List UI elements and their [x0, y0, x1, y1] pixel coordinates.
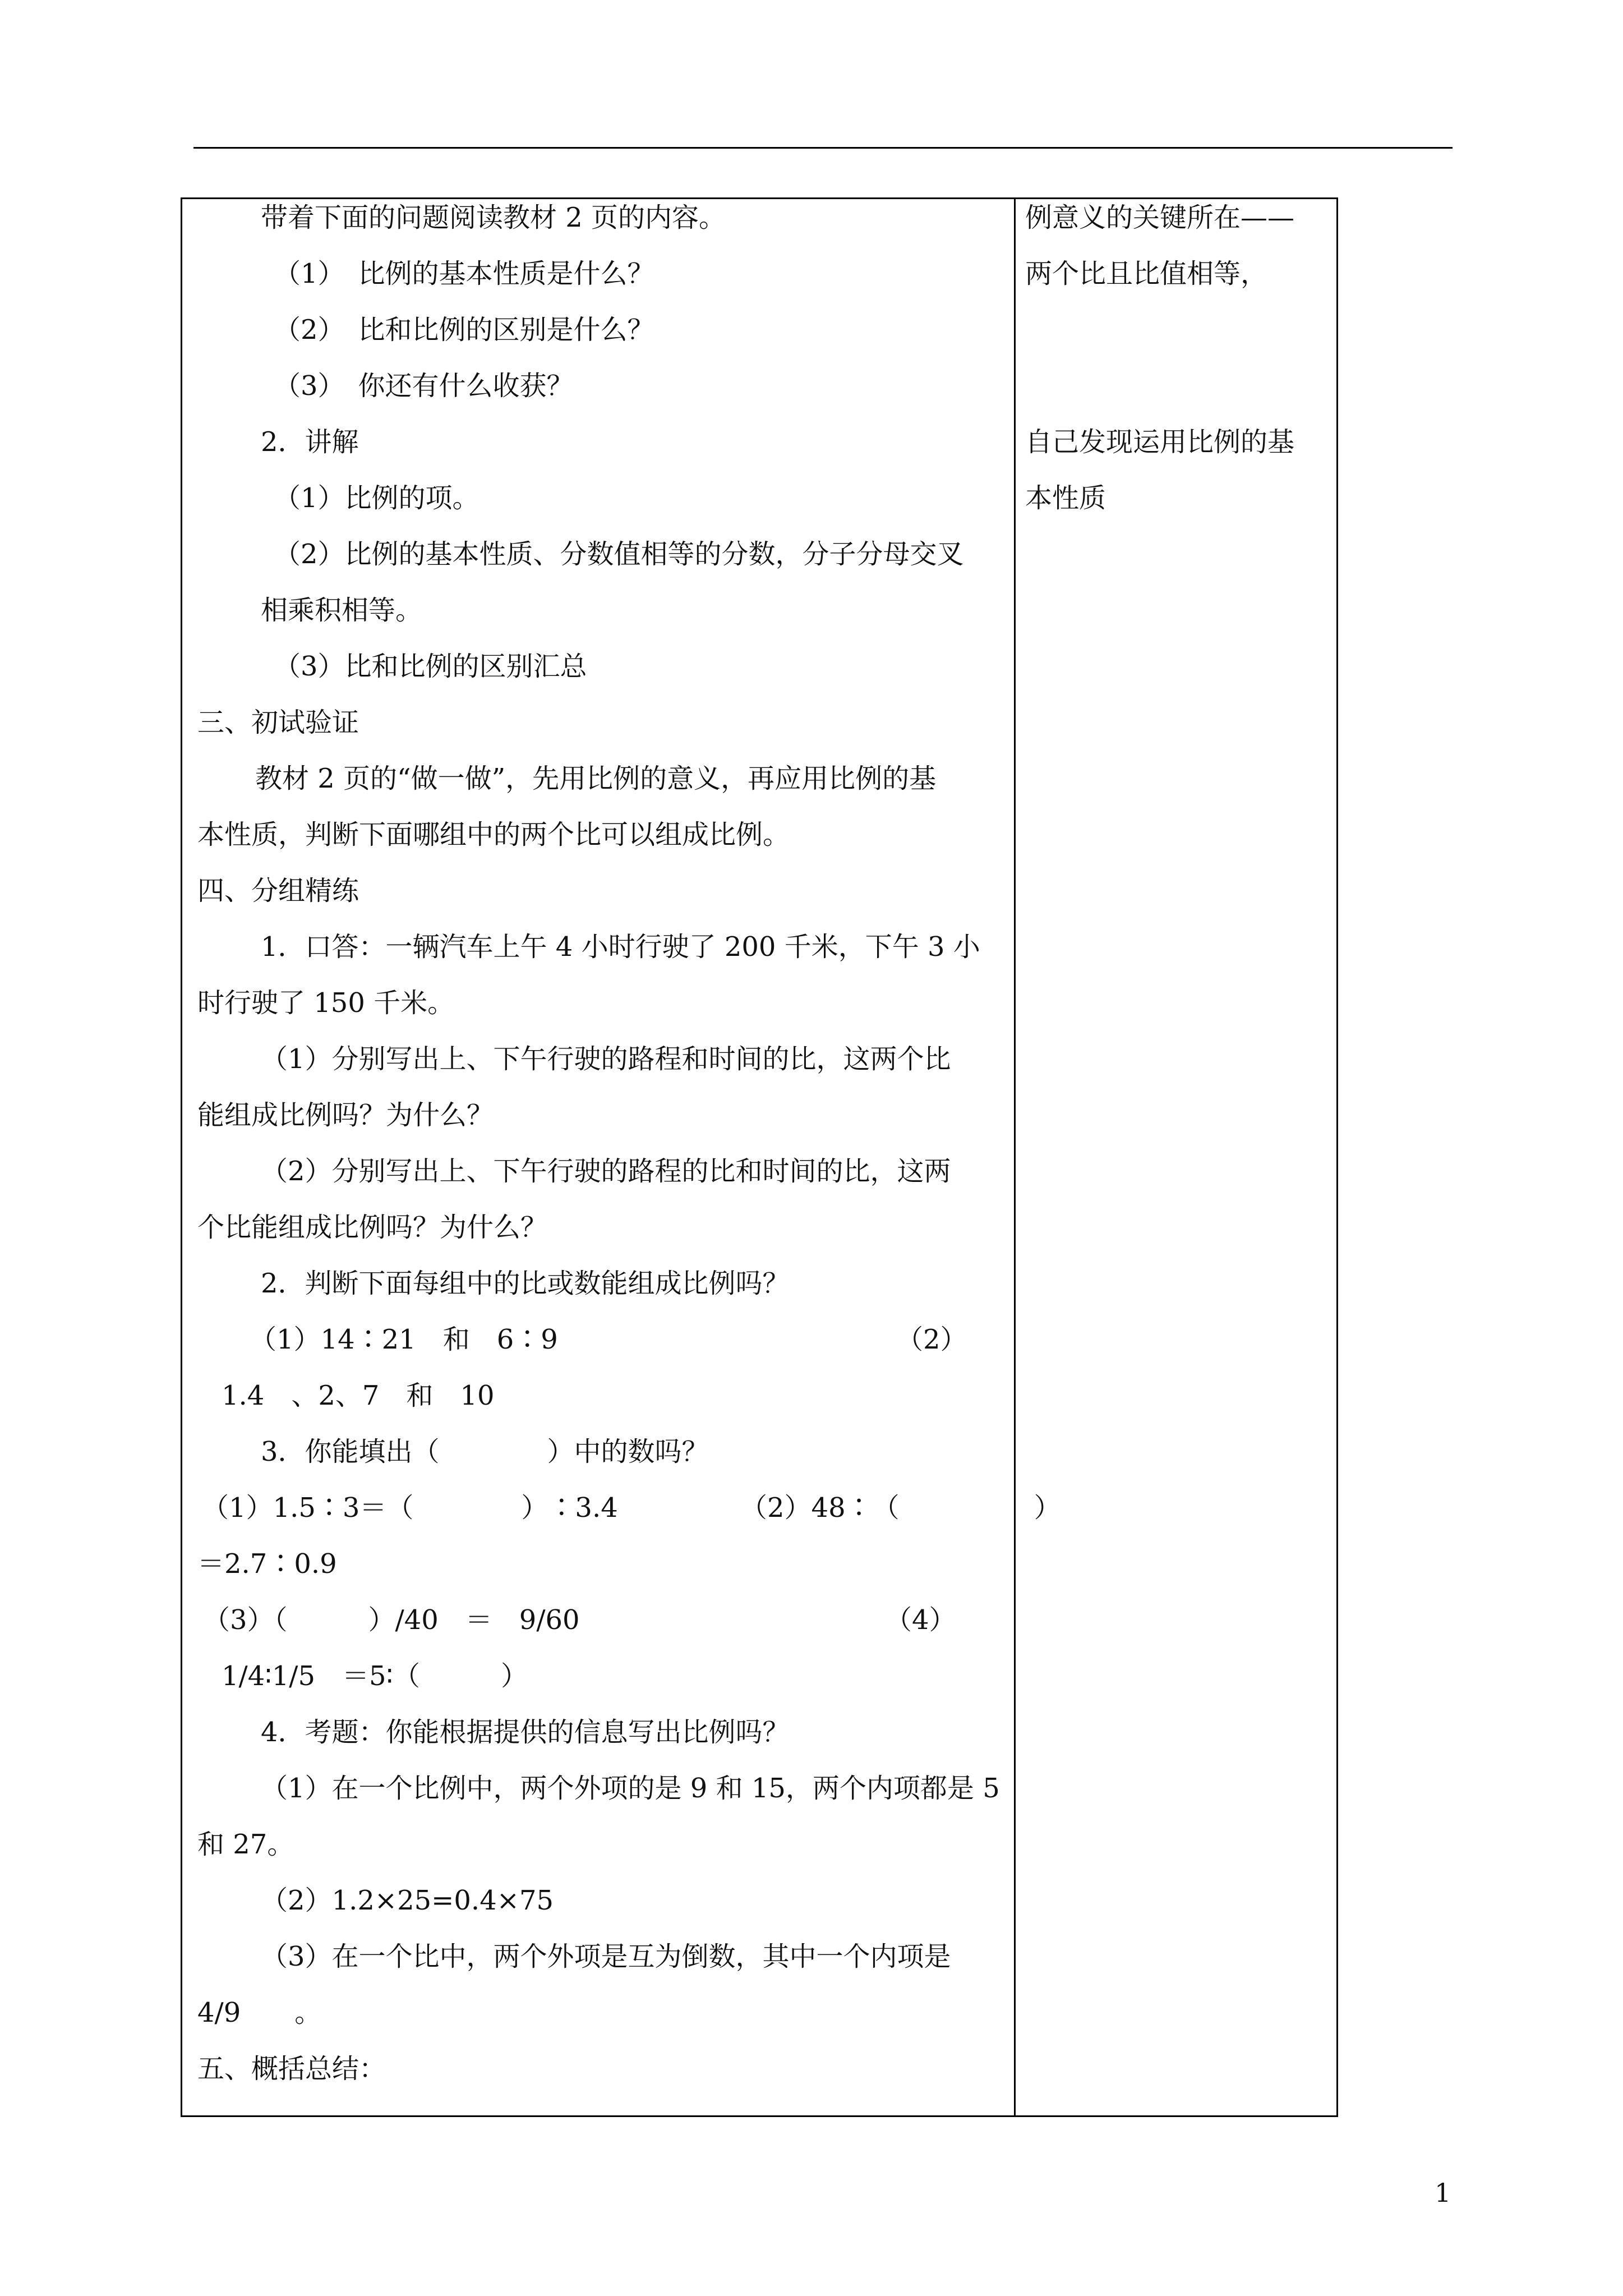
- page-number: 1: [1435, 2178, 1451, 2208]
- line: （4）: [885, 1604, 956, 1636]
- line: 1．口答：一辆汽车上午 4 小时行驶了 200 千米，下午 3 小: [261, 931, 980, 963]
- section-heading: 五、概括总结：: [197, 2053, 386, 2085]
- line: （2） 比和比例的区别是什么？: [274, 314, 654, 346]
- line: 4．考题：你能根据提供的信息写出比例吗？: [261, 1717, 790, 1748]
- line: （2）1.2×25=0.4×75: [261, 1885, 554, 1916]
- line: （2）分别写出上、下午行驶的路程的比和时间的比，这两: [261, 1156, 951, 1187]
- line: （1）14∶21 和 6∶9: [250, 1324, 558, 1355]
- line: （3）（ ）/40 ＝ 9/60: [203, 1604, 580, 1636]
- line: 和 27。: [197, 1829, 294, 1860]
- line: （3）比和比例的区别汇总: [274, 651, 587, 682]
- line: （2）48∶（ ）: [740, 1492, 1061, 1524]
- line: 本性质，判断下面哪组中的两个比可以组成比例。: [197, 819, 790, 850]
- line: （3） 你还有什么收获？: [274, 370, 574, 402]
- header-rule: [193, 147, 1453, 149]
- line: 4/9 。: [197, 1997, 322, 2028]
- line: 2．判断下面每组中的比或数能组成比例吗？: [261, 1268, 790, 1299]
- line: 时行驶了 150 千米。: [197, 987, 455, 1019]
- side-note: 两个比且比值相等，: [1025, 258, 1268, 289]
- line: （1）在一个比例中，两个外项的是 9 和 15，两个内项都是 5: [261, 1773, 1000, 1804]
- column-divider: [1014, 197, 1016, 2117]
- line: ＝2.7∶0.9: [197, 1548, 337, 1580]
- line: 1.4 、2、7 和 10: [222, 1380, 495, 1411]
- line: 能组成比例吗？为什么？: [197, 1099, 494, 1131]
- side-note: 本性质: [1025, 482, 1106, 514]
- line: 教材 2 页的“做一做”，先用比例的意义，再应用比例的基: [255, 763, 937, 794]
- section-heading: 四、分组精练: [197, 875, 359, 907]
- section-heading: 三、初试验证: [197, 707, 359, 738]
- line: （2）比例的基本性质、分数值相等的分数，分子分母交叉: [274, 539, 964, 570]
- line: 1/4∶1/5 ＝5∶（ ）: [222, 1660, 528, 1692]
- line: 个比能组成比例吗？为什么？: [197, 1212, 548, 1243]
- line: （2）: [896, 1324, 967, 1355]
- line: 带着下面的问题阅读教材 2 页的内容。: [261, 202, 726, 233]
- line: （1）分别写出上、下午行驶的路程和时间的比，这两个比: [261, 1043, 951, 1075]
- side-note: 自己发现运用比例的基: [1025, 426, 1295, 458]
- line: 相乘积相等。: [261, 595, 423, 626]
- line: （1） 比例的基本性质是什么？: [274, 258, 654, 289]
- line: （1）1.5∶3＝（ ）∶3.4: [202, 1492, 618, 1524]
- line: （3）在一个比中，两个外项是互为倒数，其中一个内项是: [261, 1941, 951, 1972]
- side-note: 例意义的关键所在——: [1025, 202, 1295, 233]
- line: 2．讲解: [261, 426, 359, 458]
- line: 3．你能填出（ ）中的数吗？: [261, 1436, 709, 1467]
- line: （1）比例的项。: [274, 482, 479, 514]
